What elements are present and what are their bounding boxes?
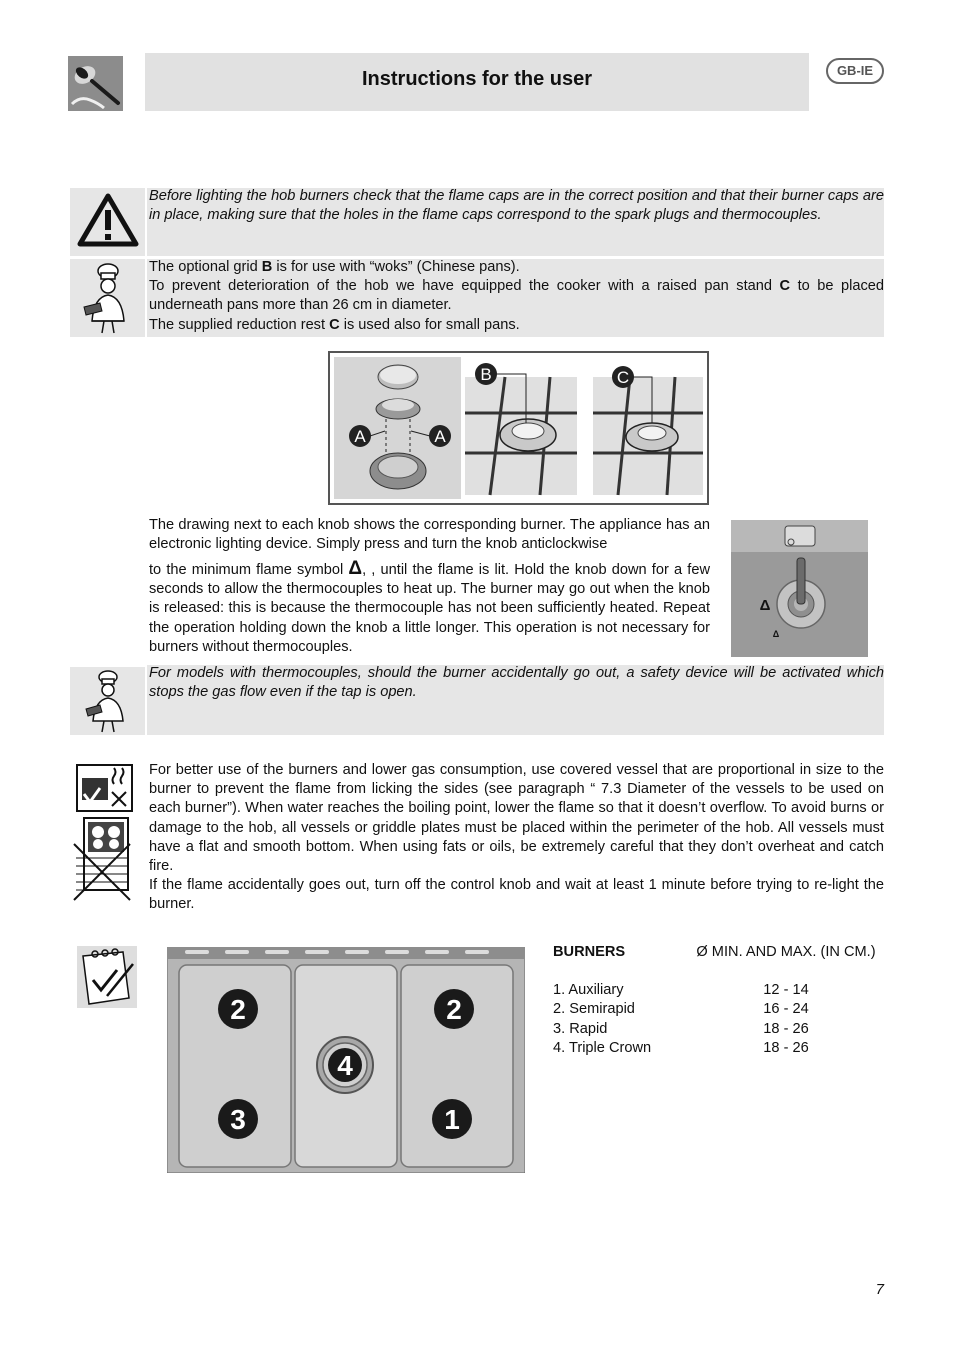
chef-icon — [70, 667, 145, 735]
usage-text — [149, 761, 884, 915]
grid-note-text — [149, 258, 884, 335]
burner-diameter: 18 - 26 — [763, 1039, 809, 1056]
label-a-left: A — [354, 427, 366, 446]
knob-symbol-small: Δ — [772, 629, 780, 639]
burner-diameter: 16 - 24 — [763, 1001, 809, 1018]
diameter-header: Ø MIN. AND MAX. (IN CM.) — [696, 944, 876, 960]
hob-burner-label-front-right: 1 — [444, 1104, 460, 1135]
usage-para-1: For better use of the burners and lower gas consumption, use covered vessel that are proportional in size to the burner to prevent the flame from licking the sides (see paragraph “ 7.3 Diameter of the vessels to be used on each burner”). When water reaches the boiling point, lower the flame so that it doesn’t overflow. To avoid burns or damage to the hob, all vessels or griddle plates must be placed within the perimeter of the hob. All vessels must have a flat and smooth bottom. When using fats or oils, be extremely careful that they don’t overheat and catch fire. — [149, 762, 884, 875]
chef-icon — [70, 259, 145, 337]
burner-name: 1. Auxiliary — [553, 982, 624, 999]
burner-diameter: 12 - 14 — [763, 982, 809, 999]
grid-note-line-3: The supplied reduction rest C is used also for small pans. — [149, 316, 520, 333]
grid-note-line-1: The optional grid B is for use with “woks” (Chinese pans). — [149, 259, 520, 275]
burner-name: 3. Rapid — [553, 1020, 608, 1037]
hob-burner-label-rear-right: 2 — [446, 994, 462, 1025]
burners-header: BURNERS — [553, 944, 626, 960]
table-row — [553, 1000, 884, 1019]
burners-table-header — [553, 943, 884, 962]
label-c: C — [616, 368, 630, 387]
table-row — [553, 1020, 884, 1039]
warning-icon — [70, 188, 145, 256]
page-number: 7 — [875, 1281, 884, 1298]
usage-para-2: If the flame accidentally goes out, turn off the control knob and wait at least 1 minute before trying to re-light the burner. — [149, 877, 884, 913]
knob-figure — [731, 520, 868, 657]
label-a-right: A — [434, 427, 446, 446]
thermocouple-note-text: For models with thermocouples, should the burner accidentally go out, a safety device will be activated which stops the gas flow even if the tap is open. — [149, 665, 884, 701]
lighting-para-2: to the minimum flame symbol Δ, , until the flame is lit. Hold the knob down for a few seconds to allow the thermocouples to heat up. The burner may go out when the knob is released: this is because the thermocouple has not been sufficiently heated. Repeat the operation holding down the knob a little longer. This operation is not necessary for burners without thermocouples. — [149, 558, 710, 655]
hob-burner-label-center: 4 — [337, 1050, 353, 1081]
label-b: B — [480, 365, 492, 384]
burner-diameter: 18 - 26 — [763, 1020, 809, 1037]
flame-symbol: Δ — [348, 558, 363, 579]
page-title: Instructions for the user — [361, 68, 593, 90]
covered-vessel-icon — [76, 764, 133, 812]
hob-burner-label-rear-left: 2 — [230, 994, 246, 1025]
burner-assembly-figure — [328, 351, 709, 505]
knob-symbol-large: Δ — [759, 597, 771, 614]
table-row — [553, 981, 884, 1000]
lighting-para-1: The drawing next to each knob shows the corresponding burner. The appliance has an electronic lighting device. Simply press and turn the knob anticlockwise — [149, 517, 710, 553]
grid-note-line-2: To prevent deterioration of the hob we have equipped the cooker with a raised pan stand C to be placed underneath pans more than 26 cm in diameter. — [149, 278, 885, 314]
hob-burner-label-front-left: 3 — [230, 1104, 246, 1135]
table-row — [553, 1039, 884, 1058]
hob-layout-figure — [167, 947, 525, 1173]
oversized-pan-icon — [72, 814, 132, 902]
header-logo-icon — [68, 56, 123, 111]
language-badge: GB-IE — [826, 58, 884, 84]
notepad-icon — [77, 946, 137, 1008]
burner-name: 2. Semirapid — [553, 1001, 635, 1018]
burners-table — [553, 943, 884, 1058]
warning-note-text: Before lighting the hob burners check that the flame caps are in the correct position and that their burner caps are in place, making sure that the holes in the flame caps correspond to the spark plugs and thermocouples. — [149, 188, 884, 224]
burner-name: 4. Triple Crown — [553, 1039, 652, 1056]
